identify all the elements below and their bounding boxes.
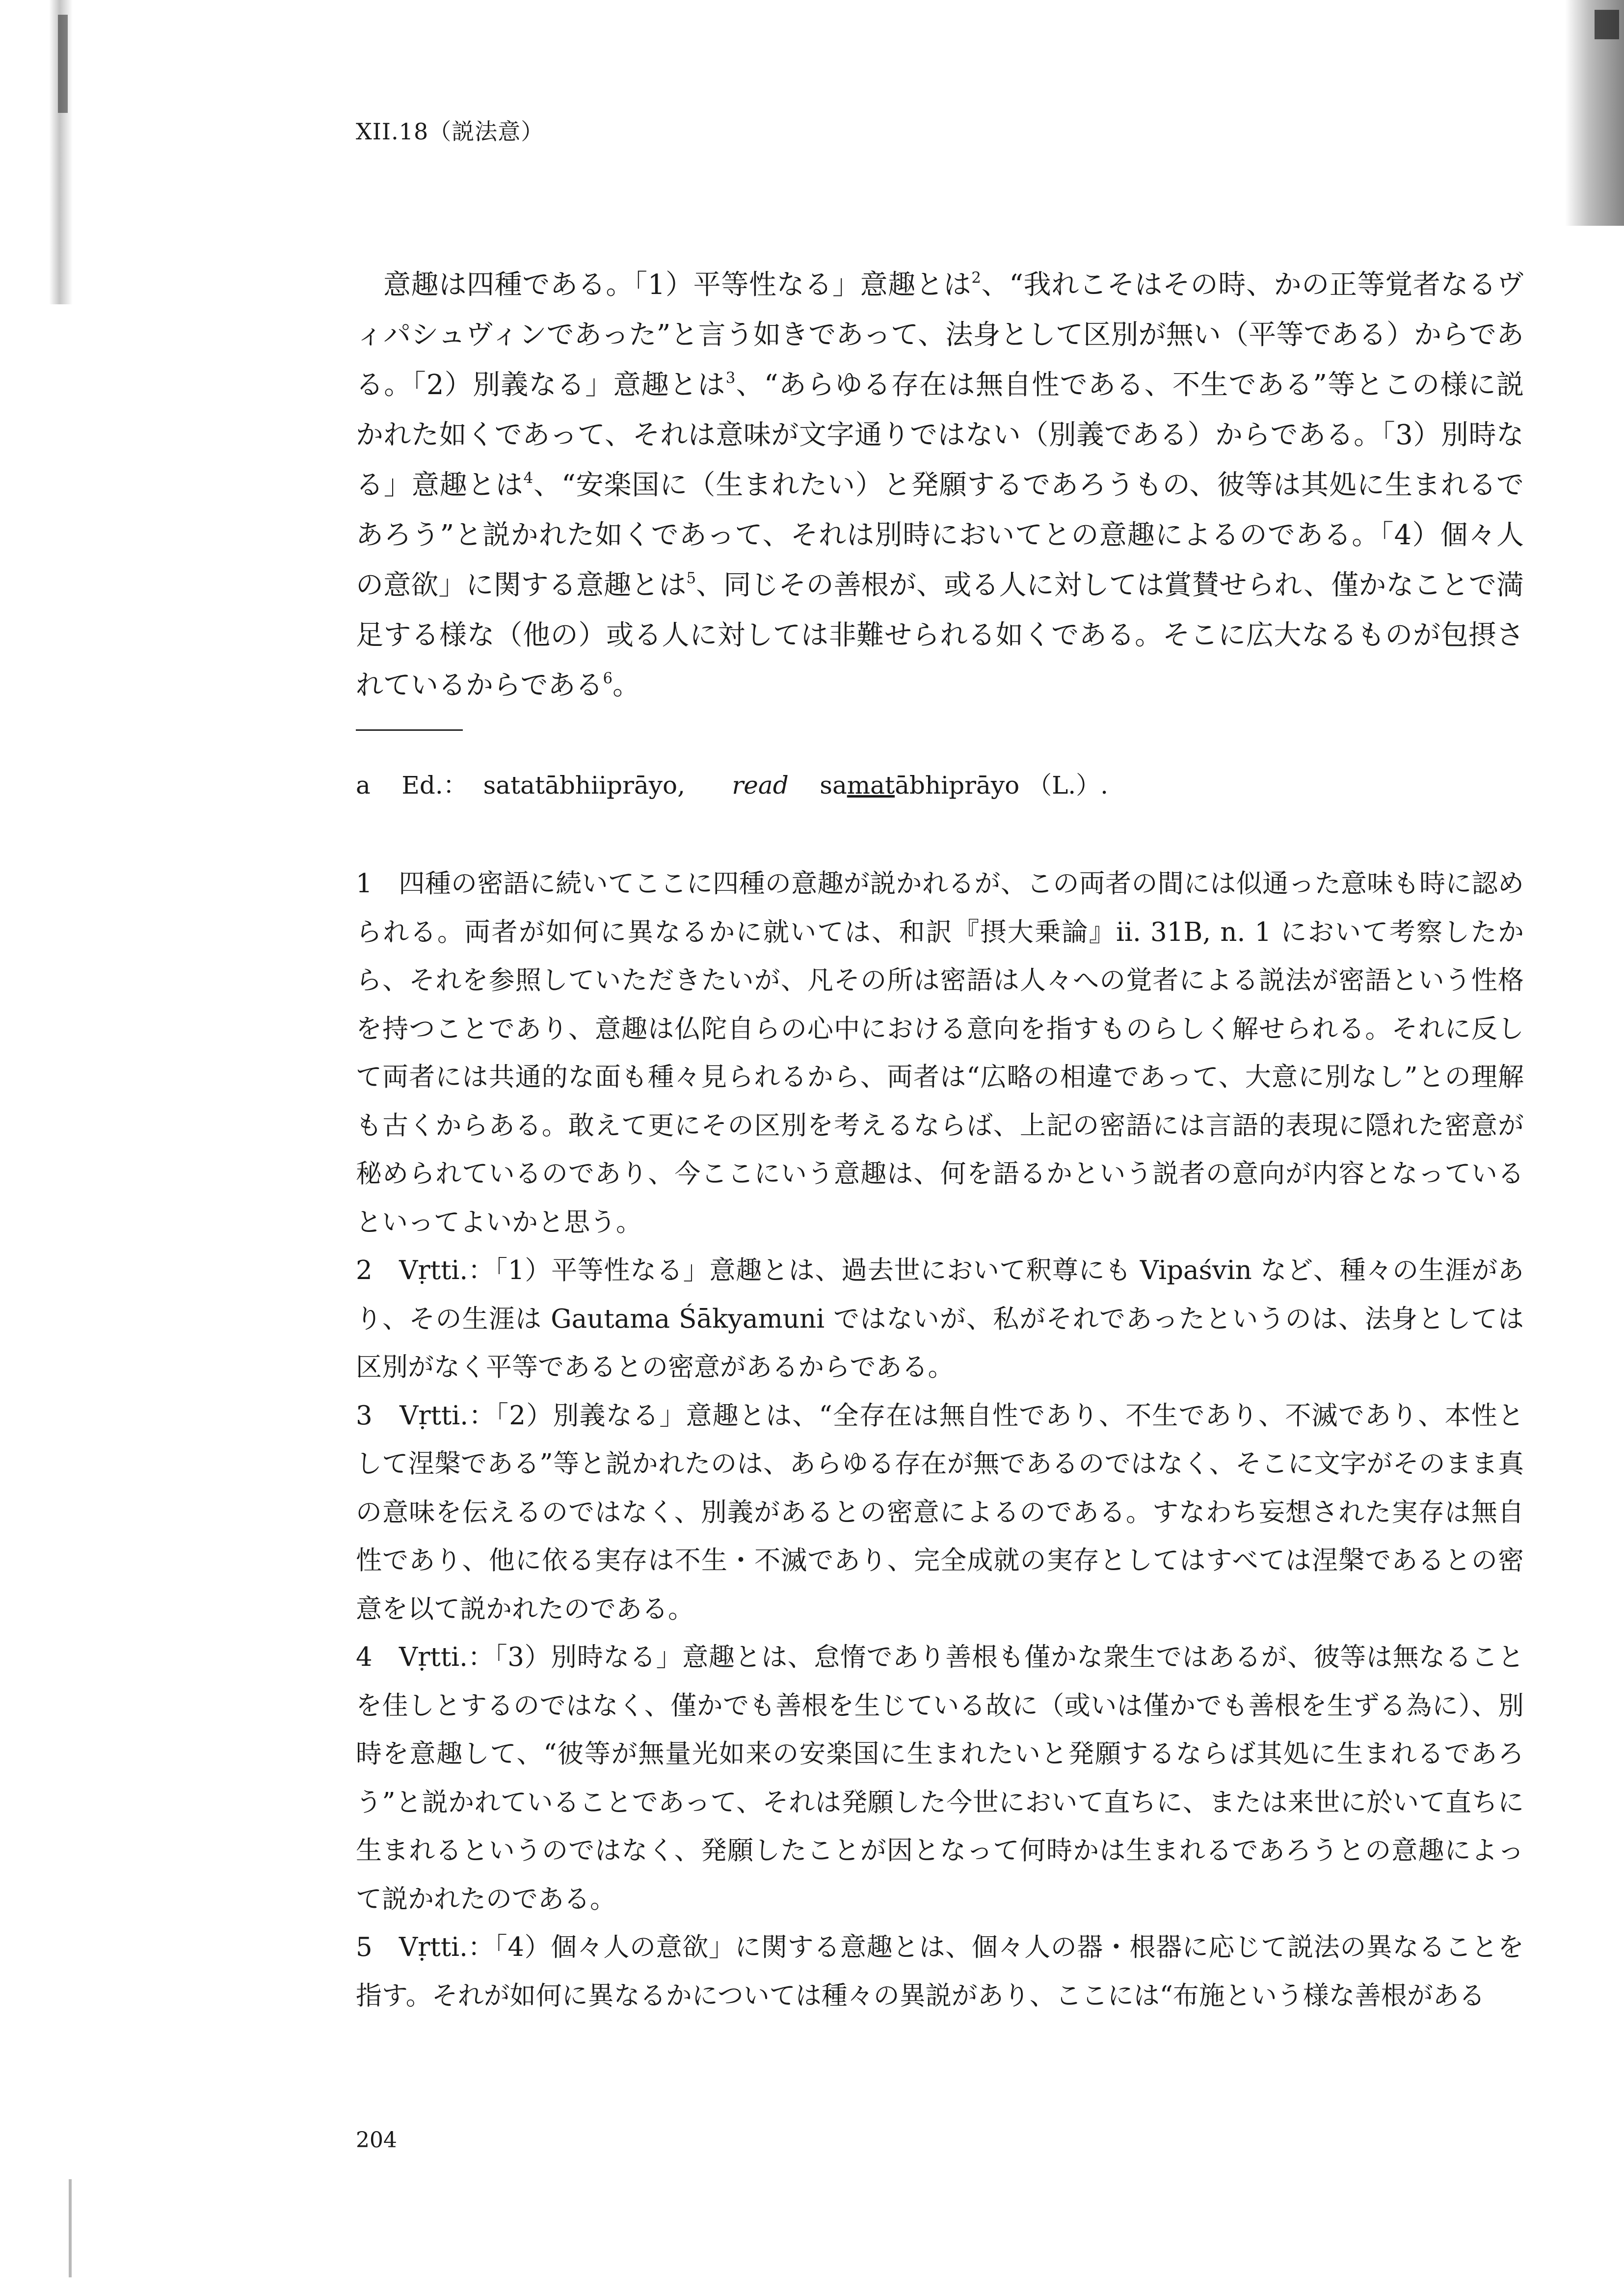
- footnote-ref: 6: [603, 669, 613, 687]
- note-marker: a: [356, 771, 371, 800]
- footnote-3: 3 Vṛtti.：「2）別義なる」意趣とは、“全存在は無自性であり、不生であり、不滅であり、本性として涅槃である”等と説かれたのは、あらゆる存在が無であるのではなく、そこに文字がそのまま真の意味を伝えるのではなく、別義があるとの密意によるのである。すなわち妄想された実存は無自性であり、他に依る実存は不生・不滅であり、完全成就の実存としてはすべては涅槃であるとの密意を以て説かれたのである。: [356, 1400, 1524, 1624]
- footnote-ref: 2: [971, 268, 981, 287]
- main-text-segment: 、“我れこそはその時、かの正等覚者なるヴィパシュヴィンであった”と言う如きであって、法身として区別が無い（平等である）からである。「2）別義なる」意趣とは: [356, 269, 1524, 401]
- scan-shadow-left-mark: [58, 15, 68, 113]
- note-correction: [820, 771, 1019, 800]
- note-correction-part: sa: [820, 771, 847, 800]
- footnote-separator: [356, 729, 463, 731]
- main-paragraph: [356, 260, 1524, 711]
- footnote-ref: 4: [523, 469, 533, 487]
- footnote-ref: 5: [686, 569, 696, 587]
- running-head: XII.18（説法意）: [356, 118, 544, 145]
- scan-shadow-bottom-left: [69, 2179, 72, 2277]
- note-source: （L.）.: [1027, 771, 1109, 800]
- note-reading: satatābhiiprāyo,: [483, 771, 686, 800]
- scan-shadow-right-mark: [1595, 10, 1619, 39]
- note-edition: Ed.：: [401, 771, 468, 800]
- main-text-segment: 、“あらゆる存在は無自性である、不生である”等とこの様に説かれた如くであって、それは意味が文字通りではない（別義である）からである。「3）別時なる」意趣とは: [356, 369, 1524, 501]
- main-text-segment: 、“安楽国に（生まれたい）と発願するであろうもの、彼等は其処に生まれるであろう”と説かれた如くであって、それは別時においてとの意趣によるのである。「4）個々人の意欲」に関する意趣とは: [356, 469, 1524, 601]
- footnotes: [356, 860, 1524, 2020]
- note-correction-underlined: mat: [847, 771, 895, 800]
- note-correction-part: ābhiprāyo: [895, 771, 1020, 800]
- footnote-2: 2 Vṛtti.：「1）平等性なる」意趣とは、過去世において釈尊にも Vipaśvin など、種々の生涯があり、その生涯は Gautama Śākyamuni ではないが、私がそれであったというのは、法身としては区別がなく平等であるとの密意があるからである。: [356, 1255, 1524, 1382]
- textual-note-a: [356, 766, 1108, 805]
- footnote-ref: 3: [725, 369, 736, 387]
- main-text-segment: 、同じその善根が、或る人に対しては賞賛せられ、僅かなことで満足する様な（他の）或る人に対しては非難せられる如くである。そこに広大なるものが包摂されているからである: [356, 569, 1524, 701]
- main-text-segment: 意趣は四種である。「1）平等性なる」意趣とは: [383, 269, 972, 301]
- footnote-1: 1 四種の密語に続いてここに四種の意趣が説かれるが、この両者の間には似通った意味も時に認められる。両者が如何に異なるかに就いては、和訳『摂大乗論』ii. 31B, n. 1 において考察したから、それを参照していただきたいが、凡その所は密語は人々への覚者による説法が密語という性格を持つことであり、意趣は仏陀自らの心中における意向を指すものらしく解せられる。それに反して両者には共通的な面も種々見られるから、両者は“広略の相違であって、大意に別なし”との理解も古くからある。敢えて更にその区別を考えるならば、上記の密語には言語的表現に隠れた密意が秘められているのであり、今ここにいう意趣は、何を語るかという説者の意向が内容となっているといってよいかと思う。: [356, 869, 1524, 1237]
- main-text-segment: 。: [612, 669, 640, 701]
- footnote-5: 5 Vṛtti.：「4）個々人の意欲」に関する意趣とは、個々人の器・根器に応じて説法の異なることを指す。それが如何に異なるかについては種々の異説があり、ここには“布施という様な善根がある: [356, 1932, 1524, 2011]
- note-read-label: read: [732, 771, 789, 800]
- page-number: 204: [356, 2128, 397, 2153]
- footnote-4: 4 Vṛtti.：「3）別時なる」意趣とは、怠惰であり善根も僅かな衆生ではあるが、彼等は無なることを佳しとするのではなく、僅かでも善根を生じている故に（或いは僅かでも善根を生ずる為に）、別時を意趣して、“彼等が無量光如来の安楽国に生まれたいと発願するならば其処に生まれるであろう”と説かれていることであって、それは発願した今世において直ちに、または来世に於いて直ちに生まれるというのではなく、発願したことが因となって何時かは生まれるであろうとの意趣によって説かれたのである。: [356, 1642, 1524, 1914]
